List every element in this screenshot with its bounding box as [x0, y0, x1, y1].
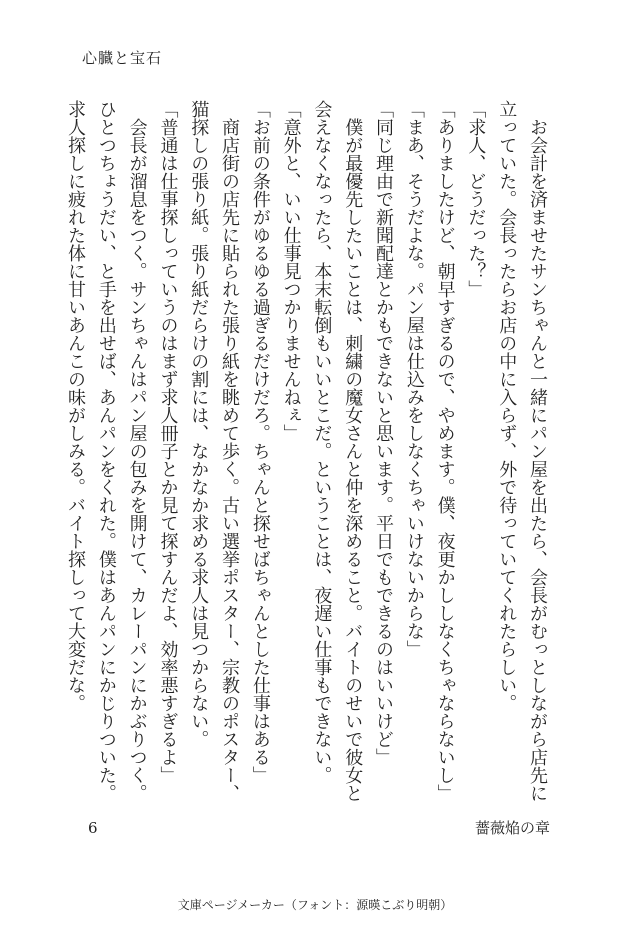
text-line: 「求人、どうだった？」 [465, 100, 487, 298]
text-line: 「まあ、そうだよな。パン屋は仕込みをしなくちゃいけないからな」 [403, 100, 425, 658]
text-line: 会えなくなったら、本末転倒もいいとこだ。ということは、夜遅い仕事もできない。 [311, 100, 333, 784]
vertical-body-text [65, 100, 552, 802]
page-number: 6 [88, 819, 98, 837]
text-line: お会計を済ませたサンちゃんと一緒にパン屋を出たら、会長がむっとしながら店先に [527, 100, 548, 802]
text-line: ひとつちょうだい、と手を出せば、あんパンをくれた。僕はあんパンにかじりついた。 [95, 100, 117, 802]
text-line: 僕が最優先したいことは、刺繍の魔女さんと仲を深めること。バイトのせいで彼女と [342, 100, 364, 802]
chapter-title: 薔薇焔の章 [474, 819, 550, 837]
text-line: 「同じ理由で新聞配達とかもできないと思います。平日でもできるのはいいけど」 [373, 100, 395, 766]
text-line: 求人探しに疲れた体に甘いあんこの味がしみる。バイト探しって大変だな。 [65, 100, 87, 712]
text-line: 「普通は仕事探しっていうのはまず求人冊子とか見て探すんだよ、効率悪すぎるよ」 [157, 100, 179, 784]
text-line: 商店街の店先に貼られた張り紙を眺めて歩く。古い選挙ポスター、宗教のポスター、 [219, 100, 241, 802]
text-line: 「ありましたけど、朝早すぎるので、やめます。僕、夜更かししなくちゃならないし」 [434, 100, 456, 802]
text-line: 会長が溜息をつく。サンちゃんはパン屋の包みを開けて、カレーパンにかぶりつく。 [126, 100, 148, 802]
text-line: 立っていた。会長ったらお店の中に入らず、外で待っていてくれたらしい。 [496, 100, 518, 712]
generator-credit: 文庫ページメーカー（フォント：源暎こぶり明朝） [177, 898, 453, 912]
running-header-title: 心臓と宝石 [82, 49, 163, 67]
text-line: 「お前の条件がゆるゆる過ぎるだけだろ。ちゃんと探せばちゃんとした仕事はある」 [249, 100, 271, 784]
text-line: 猫探しの張り紙。張り紙だらけの割には、なかなか求める求人は見つからない。 [188, 100, 210, 748]
text-line: 「意外と、いい仕事見つかりませんねぇ」 [280, 100, 302, 442]
